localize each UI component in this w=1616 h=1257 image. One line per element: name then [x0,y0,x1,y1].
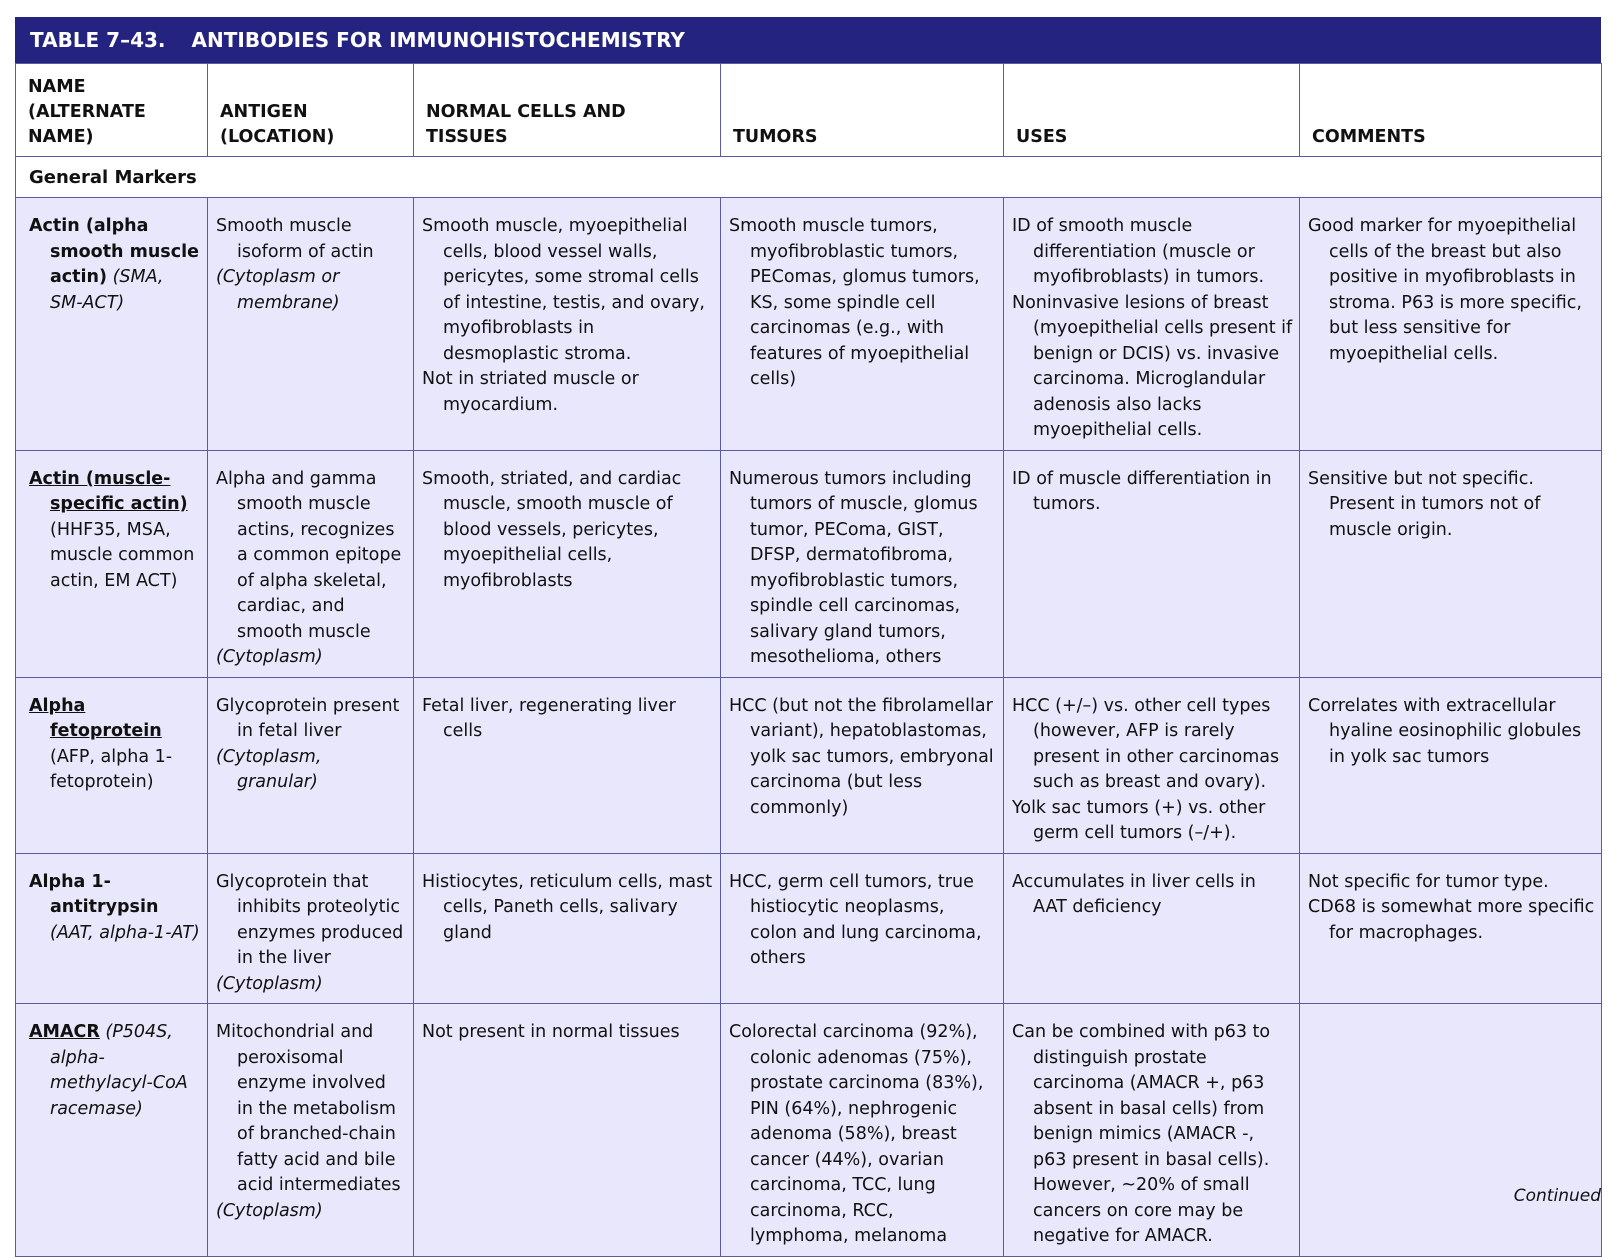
tumors-entry: HCC (but not the fibrolamellar variant), hepatoblastomas, yolk sac tumors, embryonal carcinoma (but less commonly) [729,695,994,818]
header-comments: COMMENTS [1300,64,1602,157]
header-uses: USES [1004,64,1300,157]
antibody-name: AMACR [29,1022,100,1042]
header-row [16,64,1602,157]
tumors-cell [721,1004,1004,1257]
header-normal: NORMAL CELLS AND TISSUES [414,64,721,157]
comments-cell [1300,853,1602,1004]
antigen-location: (Cytoplasm) [216,973,323,994]
antibody-name-cell [16,1004,208,1257]
tumors-entry: Numerous tumors including tumors of muscle, glomus tumor, PEComa, GIST, DFSP, dermatofibroma, myofibroblastic tumors, spindle cell carcinomas, salivary gland tumors, mesothelioma, others [729,468,978,667]
antigen-location: (Cytoplasm or membrane) [216,267,340,313]
normal-cells-cell [414,677,721,853]
comments-cell [1300,450,1602,677]
antigen-location: (Cytoplasm) [216,647,323,667]
table-row [16,1004,1602,1257]
antibody-entry [29,694,201,796]
continued-note: Continued [1513,1186,1601,1206]
header-name-line: NAME) [28,127,94,147]
uses-cell [1004,677,1300,853]
header-name-line: NAME [28,77,86,97]
antigen-cell [208,1004,414,1257]
header-name-line: (ALTERNATE [28,102,146,122]
uses-cell [1004,450,1300,677]
table-row [16,677,1602,853]
antibody-name: Alpha 1-antitrypsin [29,871,159,917]
antigen-text: Mitochondrial and peroxisomal enzyme involved in the metabolism of branched-chain fatty acid and bile acid intermediates [216,1022,401,1195]
antibody-name-cell [16,677,208,853]
uses-entry: Yolk sac tumors (+) vs. other germ cell tumors (–/+). [1012,797,1266,843]
uses-cell [1004,853,1300,1004]
antigen-cell [208,677,414,853]
antibody-entry [29,870,201,947]
antibody-name: Actin (alpha smooth muscle actin) [29,216,199,287]
antigen-text: Glycoprotein present in fetal liver [216,695,400,741]
antibody-name-cell [16,450,208,677]
antigen-location: (Cytoplasm) [216,1200,323,1221]
antigen-text: Smooth muscle isoform of actin [216,216,374,262]
normal-cells-cell [414,853,721,1004]
header-antigen-line: (LOCATION) [220,127,335,147]
antibody-name: Actin (muscle-specific actin) [29,468,188,514]
comments-cell [1300,198,1602,451]
comments-entry: CD68 is somewhat more specific for macrophages. [1308,897,1595,943]
normal-entry: Histiocytes, reticulum cells, mast cells, Paneth cells, salivary gland [422,871,713,943]
antigen-text: Glycoprotein that inhibits proteolytic enzymes produced in the liver [216,871,404,968]
normal-cells-cell [414,198,721,451]
alternate-name: (HHF35, MSA, muscle common actin, EM ACT) [50,519,195,591]
antigen-cell [208,450,414,677]
tumors-cell [721,450,1004,677]
normal-entry: Not present in normal tissues [422,1022,680,1042]
table-row [16,853,1602,1004]
antibody-name: Alpha fetoprotein [29,695,162,741]
antigen-location: (Cytoplasm, granular) [216,746,322,792]
uses-entry: Can be combined with p63 to distinguish prostate carcinoma (AMACR +, p63 absent in basal cells) from benign mimics (AMACR -, p63 present in basal cells). However, ~20% of small cancers on core may be negative for AMACR. [1012,1022,1271,1246]
table-title: ANTIBODIES FOR IMMUNOHISTOCHEMISTRY [191,28,685,52]
antigen-cell [208,198,414,451]
normal-cells-cell [414,450,721,677]
normal-entry: Smooth, striated, and cardiac muscle, smooth muscle of blood vessels, pericytes, myoepithelial cells, myofibroblasts [422,468,682,591]
section-row [16,157,1602,198]
comments-cell [1300,677,1602,853]
antibody-entry [29,214,201,316]
antibody-entry [29,467,201,595]
alternate-name: (SMA, SM-ACT) [50,267,164,313]
uses-cell [1004,198,1300,451]
tumors-entry: HCC, germ cell tumors, true histiocytic neoplasms, colon and lung carcinoma, others [729,871,982,968]
tumors-cell [721,853,1004,1004]
antibody-name-cell [16,198,208,451]
header-antigen-line: ANTIGEN [220,102,308,122]
uses-entry: Noninvasive lesions of breast (myoepithelial cells present if benign or DCIS) vs. invasive carcinoma. Microglandular adenosis also lacks myoepithelial cells. [1012,292,1293,440]
antibody-name-cell [16,853,208,1004]
antibody-table [15,63,1602,1257]
antibody-entry [29,1020,201,1122]
table-number: TABLE 7–43. [30,28,166,52]
header-antigen [208,64,414,157]
uses-entry: Accumulates in liver cells in AAT deficiency [1012,871,1256,917]
alternate-name: (AAT, alpha-1-AT) [50,922,200,943]
uses-entry: HCC (+/–) vs. other cell types (however, AFP is rarely present in other carcinomas such as breast and ovary). [1012,695,1280,792]
section-label: General Markers [16,157,1602,198]
normal-cells-cell [414,1004,721,1257]
comments-entry: Sensitive but not specific. Present in tumors not of muscle origin. [1308,468,1541,540]
tumors-cell [721,198,1004,451]
comments-entry: Good marker for myoepithelial cells of the breast but also positive in myofibroblasts in stroma. P63 is more specific, but less sensitive for myoepithelial cells. [1308,216,1582,364]
normal-entry: Fetal liver, regenerating liver cells [422,695,676,741]
header-name [16,64,208,157]
antibody-table-container [15,17,1601,1257]
tumors-cell [721,677,1004,853]
normal-entry: Not in striated muscle or myocardium. [422,369,639,415]
tumors-entry: Colorectal carcinoma (92%), colonic adenomas (75%), prostate carcinoma (83%), PIN (64%), nephrogenic adenoma (58%), breast cancer (44%), ovarian carcinoma, TCC, lung carcinoma, RCC, lymphoma, melanoma [729,1022,984,1246]
antigen-text: Alpha and gamma smooth muscle actins, recognizes a common epitope of alpha skeletal, cardiac, and smooth muscle [216,468,402,642]
comments-entry: Not specific for tumor type. [1308,871,1549,892]
tumors-entry: Smooth muscle tumors, myofibroblastic tumors, PEComas, glomus tumors, KS, some spindle cell carcinomas (e.g., with features of myoepithelial cells) [729,216,980,389]
table-title-bar [15,17,1601,63]
uses-cell [1004,1004,1300,1257]
table-row [16,198,1602,451]
header-tumors: TUMORS [721,64,1004,157]
antigen-cell [208,853,414,1004]
comments-entry: Correlates with extracellular hyaline eosinophilic globules in yolk sac tumors [1308,695,1582,767]
uses-entry: ID of muscle differentiation in tumors. [1012,468,1272,514]
alternate-name: (P504S, alpha-methylacyl-CoA racemase) [50,1022,188,1119]
normal-entry: Smooth muscle, myoepithelial cells, blood vessel walls, pericytes, some stromal cells of intestine, testis, and ovary, myofibroblasts in desmoplastic stroma. [422,216,705,364]
uses-entry: ID of smooth muscle differentiation (muscle or myofibroblasts) in tumors. [1012,216,1265,287]
alternate-name: (AFP, alpha 1-fetoprotein) [50,746,173,792]
table-row [16,450,1602,677]
comments-cell [1300,1004,1602,1257]
